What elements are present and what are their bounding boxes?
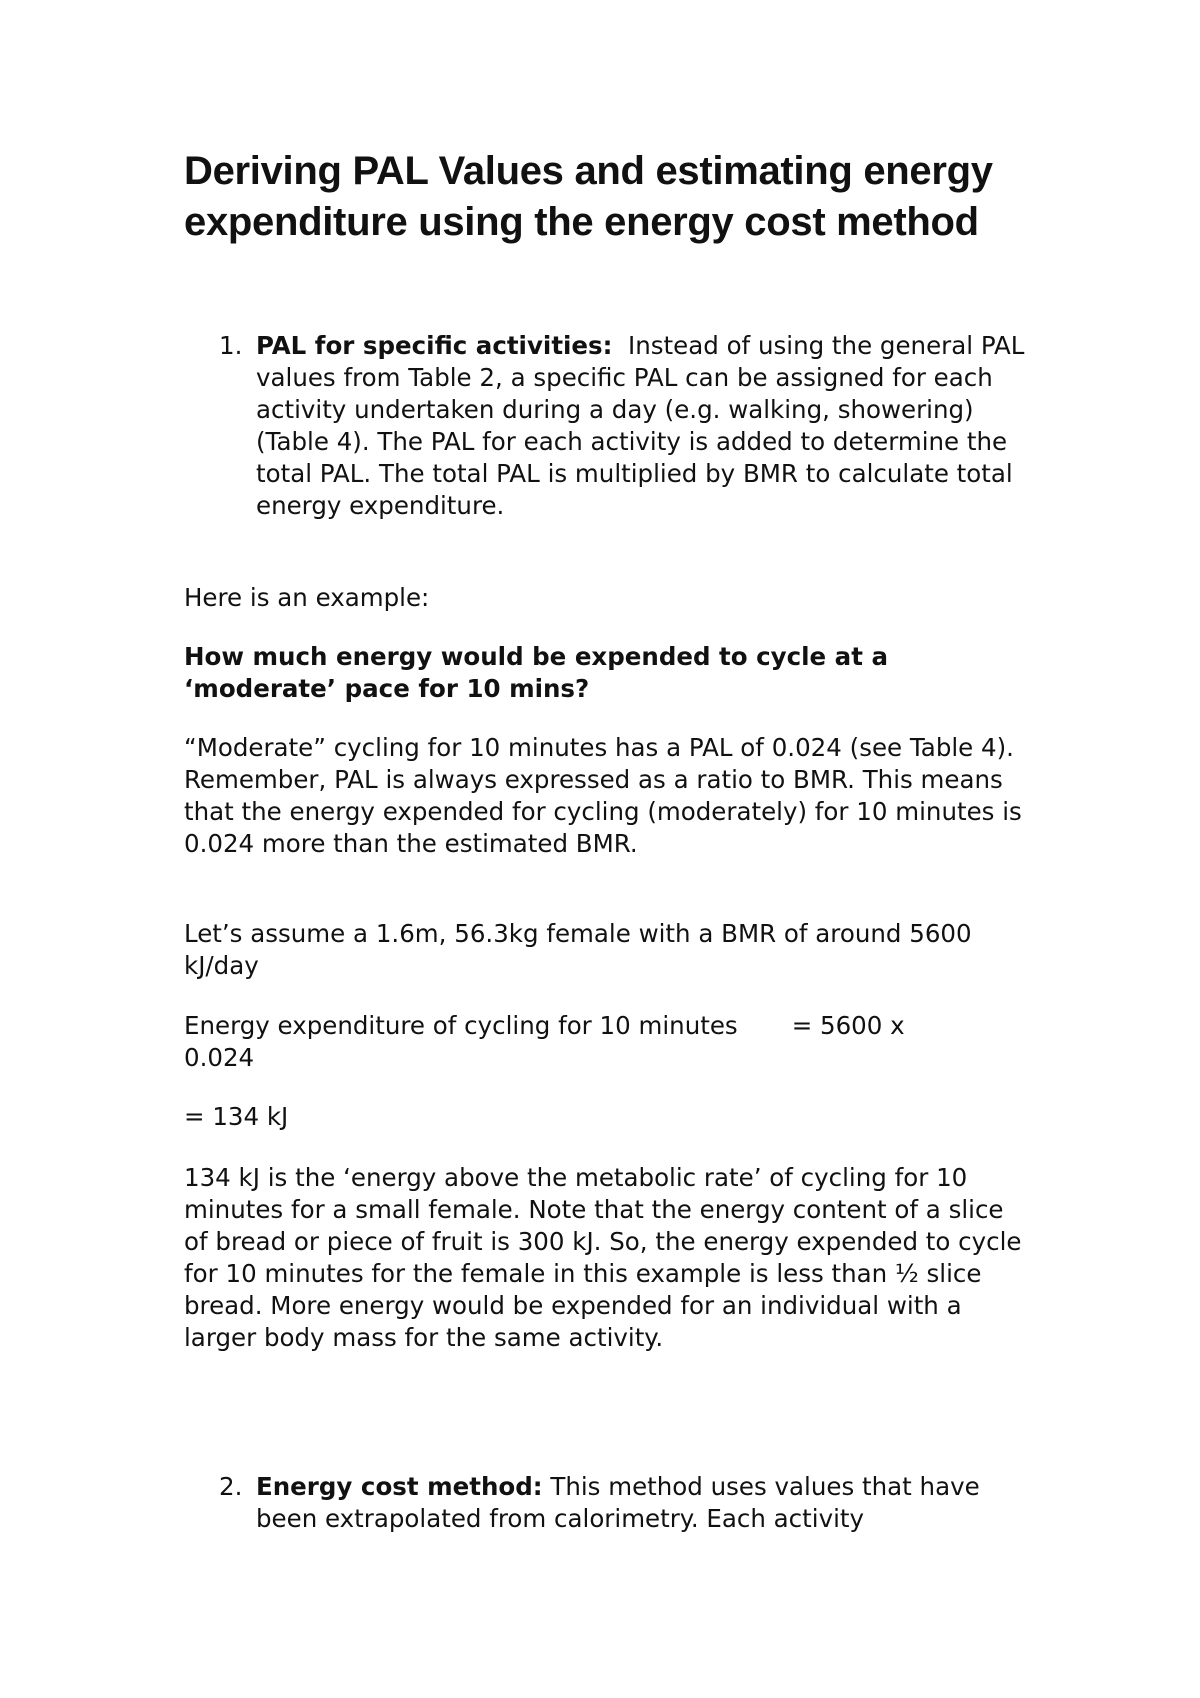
list-item-pal-specific: [219, 330, 1029, 522]
list-item-energy-cost: [219, 1471, 1029, 1535]
list-item-number: 2.: [219, 1472, 243, 1501]
calculation-expression: = 5600 x: [791, 1011, 905, 1040]
list-item-content: [256, 330, 1029, 522]
document-title: Deriving PAL Values and estimating energy expenditure using the energy cost method: [184, 149, 993, 244]
list-item-text: Instead of using the general PAL values from Table 2, a specific PAL can be assigned for each activity undertaken during a day (e.g. walking, showering) (Table 4). The PAL for each activity is added to determine the total PAL. The total PAL is multiplied by BMR to calculate total energy expenditure.: [256, 331, 1025, 520]
calculation-line: [184, 1010, 1024, 1074]
list-item-heading: Energy cost method:: [256, 1472, 543, 1501]
example-intro: Here is an example:: [184, 583, 430, 612]
example-question: How much energy would be expended to cycle at a ‘moderate’ pace for 10 mins?: [184, 642, 888, 703]
list-item-heading: PAL for specific activities:: [256, 331, 613, 360]
calculation-expression-continued: 0.024: [184, 1043, 255, 1072]
paragraph-moderate-cycling: “Moderate” cycling for 10 minutes has a PAL of 0.024 (see Table 4). Remember, PAL is always expressed as a ratio to BMR. This means that the energy expended for cycling (moderately) for 10 minutes is 0.024 more than the estimated BMR.: [184, 733, 1022, 858]
list-item-text: This method uses values that have been extrapolated from calorimetry. Each activity: [256, 1472, 980, 1533]
paragraph-energy-comparison: 134 kJ is the ‘energy above the metabolic rate’ of cycling for 10 minutes for a small female. Note that the energy content of a slice of bread or piece of fruit is 300 kJ. So, the energy expended to cycle for 10 minutes for the female in this example is less than ½ slice bread. More energy would be expended for an individual with a larger body mass for the same activity.: [184, 1163, 1022, 1352]
calculation-result: = 134 kJ: [184, 1102, 289, 1131]
calculation-label: Energy expenditure of cycling for 10 minutes: [184, 1011, 738, 1040]
list-item-content: [256, 1471, 1029, 1535]
list-item-number: 1.: [219, 331, 243, 360]
paragraph-assumption: Let’s assume a 1.6m, 56.3kg female with a BMR of around 5600 kJ/day: [184, 919, 972, 980]
